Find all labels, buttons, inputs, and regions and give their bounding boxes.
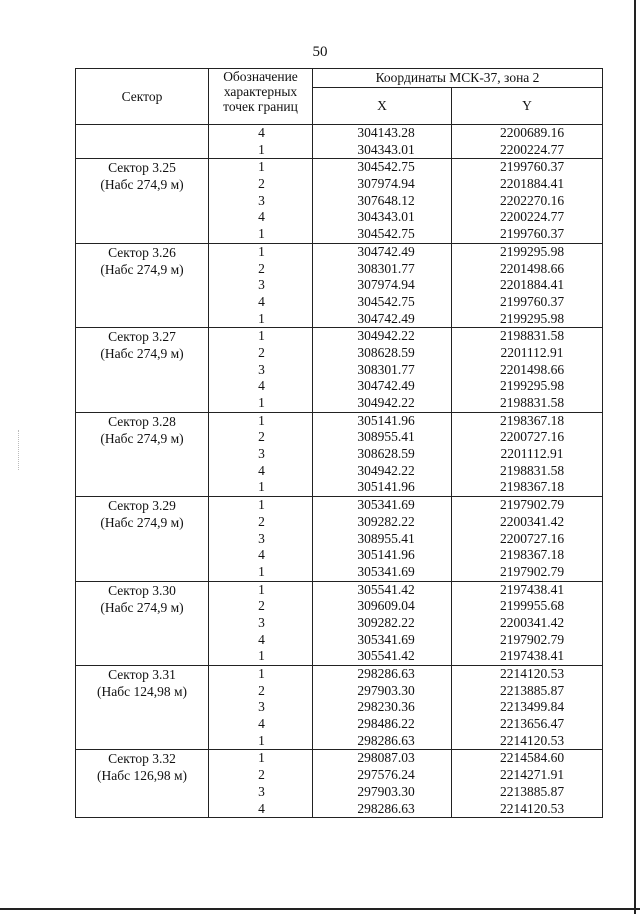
point-number: 3 [258,277,265,293]
y-value: 2199295.98 [499,378,565,394]
header-points [209,69,313,125]
header-coordinates: Координаты МСК-37, зона 2 [313,69,603,88]
y-value: 2199760.37 [499,226,565,242]
y-value-column-cell [452,581,603,665]
x-value: 309282.22 [357,614,415,630]
point-number: 1 [258,666,265,681]
x-value-column-cell [313,125,452,159]
sector-height: (Набс 274,9 м) [100,177,184,193]
x-value: 304542.75 [357,226,415,242]
point-number: 2 [258,513,265,529]
sector-name: Сектор 3.29 [108,498,176,514]
point-number-column-cell [209,581,313,665]
x-value: 309282.22 [357,513,415,529]
header-y: Y [452,88,603,125]
y-value: 2201112.91 [500,344,564,360]
point-number: 2 [258,260,265,276]
x-value: 308628.59 [357,446,415,462]
x-value: 307648.12 [357,192,415,208]
point-number: 1 [258,226,265,242]
sector-group-row [76,497,603,581]
point-number: 1 [258,732,265,748]
y-value: 2199955.68 [499,598,565,614]
x-value-column-cell [313,412,452,496]
y-value: 2200224.77 [499,209,565,225]
page-number: 50 [312,44,328,60]
point-number: 2 [258,767,265,783]
y-value: 2200727.16 [499,530,565,546]
point-number: 4 [258,547,265,563]
x-value: 304742.49 [357,310,415,326]
x-value: 304542.75 [357,159,415,175]
x-value-column-cell [313,666,452,750]
point-number: 1 [258,328,265,344]
y-value: 2198831.58 [499,328,565,344]
x-value: 298286.63 [357,666,415,681]
x-value: 308955.41 [357,530,415,546]
point-number: 3 [258,530,265,546]
sector-group-row [76,159,603,243]
sector-cell [76,412,209,496]
sector-cell [76,750,209,818]
scan-artifact [18,430,20,470]
x-value: 298286.63 [357,800,415,816]
sector-height: (Набс 126,98 м) [96,768,187,784]
x-value: 304942.22 [357,328,415,344]
x-value: 298486.22 [357,716,415,732]
x-value-column-cell [313,497,452,581]
header-x: X [313,88,452,125]
x-value: 298087.03 [357,750,415,766]
point-number: 3 [258,783,265,799]
point-number: 1 [258,243,265,259]
y-value: 2214120.53 [499,666,565,681]
y-value: 2200727.16 [499,429,565,445]
point-number-column-cell [209,666,313,750]
y-value: 2197902.79 [499,563,565,579]
point-number: 4 [258,462,265,478]
header-points-line-3: точек границ [223,99,298,114]
y-value: 2214271.91 [499,767,565,783]
point-number: 1 [258,141,265,157]
header-row-1 [76,69,603,88]
sector-group-row [76,125,603,159]
x-value-column-cell [313,243,452,327]
sector-name: Сектор 3.30 [108,582,176,598]
x-value-column-cell [313,581,452,665]
sector-cell [76,125,209,159]
y-value-column-cell [452,412,603,496]
y-value: 2200224.77 [499,141,565,157]
sector-name: Сектор 3.28 [108,413,176,429]
x-value: 307974.94 [357,176,415,192]
point-number: 4 [258,293,265,309]
sector-name: Сектор 3.32 [108,751,176,767]
x-value: 305141.96 [357,479,415,495]
x-value: 305341.69 [357,563,415,579]
x-value: 304143.28 [357,125,415,140]
coordinates-table [75,68,603,818]
x-value: 304343.01 [357,141,415,157]
y-value: 2213885.87 [499,783,565,799]
x-value: 308955.41 [357,429,415,445]
sector-cell [76,243,209,327]
x-value: 308301.77 [357,260,415,276]
header-points-line-2: характерных [223,84,298,99]
sector-cell [76,328,209,412]
sector-cell [76,581,209,665]
table-body [76,125,603,818]
y-value: 2201498.66 [499,361,565,377]
point-number: 3 [258,699,265,715]
y-value: 2199295.98 [499,243,565,259]
point-number: 1 [258,750,265,766]
x-value: 307974.94 [357,277,415,293]
x-value: 304742.49 [357,378,415,394]
point-number: 1 [258,648,265,664]
sector-name: Сектор 3.26 [108,244,176,260]
sector-height: (Набс 274,9 м) [100,346,184,362]
x-value: 297576.24 [357,767,415,783]
sector-group-row [76,666,603,750]
x-value: 309609.04 [357,598,415,614]
y-value: 2198367.18 [499,547,565,563]
point-number-column-cell [209,159,313,243]
y-value: 2199295.98 [499,310,565,326]
point-number: 3 [258,361,265,377]
y-value: 2201884.41 [499,277,565,293]
point-number: 1 [258,159,265,175]
sector-height: (Набс 274,9 м) [100,261,184,277]
y-value: 2198831.58 [499,462,565,478]
sector-group-row [76,581,603,665]
y-value: 2202270.16 [499,192,565,208]
sector-cell [76,666,209,750]
point-number: 2 [258,429,265,445]
point-number: 1 [258,412,265,428]
x-value: 305141.96 [357,547,415,563]
sector-group-row [76,328,603,412]
x-value: 305341.69 [357,631,415,647]
x-value: 304542.75 [357,293,415,309]
x-value: 308628.59 [357,344,415,360]
sector-name: Сектор 3.31 [108,667,176,682]
point-number: 4 [258,209,265,225]
x-value: 298230.36 [357,699,415,715]
x-value-column-cell [313,750,452,818]
y-value-column-cell [452,666,603,750]
x-value: 305141.96 [357,412,415,428]
x-value-column-cell [313,159,452,243]
point-number-column-cell [209,125,313,159]
y-value-column-cell [452,328,603,412]
sector-height: (Набс 274,9 м) [100,599,184,615]
header-sector: Сектор [76,69,209,125]
x-value: 304742.49 [357,243,415,259]
point-number: 1 [258,497,265,513]
point-number: 1 [258,479,265,495]
point-number: 2 [258,598,265,614]
sector-group-row [76,243,603,327]
point-number: 2 [258,176,265,192]
y-value: 2213656.47 [499,716,565,732]
point-number-column-cell [209,497,313,581]
point-number: 2 [258,344,265,360]
sector-name: Сектор 3.27 [108,329,176,345]
y-value: 2199760.37 [499,293,565,309]
point-number: 3 [258,192,265,208]
x-value: 304343.01 [357,209,415,225]
x-value: 304942.22 [357,395,415,410]
point-number-column-cell [209,328,313,412]
sector-group-row [76,412,603,496]
y-value: 2197438.41 [499,648,565,664]
y-value: 2213499.84 [499,699,565,715]
sector-cell [76,497,209,581]
y-value: 2200689.16 [499,125,565,140]
y-value: 2201884.41 [499,176,565,192]
x-value: 297903.30 [357,682,415,698]
y-value: 2214584.60 [499,750,565,766]
y-value: 2200341.42 [499,614,565,630]
sector-height: (Набс 274,9 м) [100,515,184,531]
point-number: 1 [258,310,265,326]
sector-height: (Набс 274,9 м) [100,430,184,446]
y-value-column-cell [452,750,603,818]
y-value: 2201498.66 [499,260,565,276]
sector-group-row [76,750,603,818]
sector-name: Сектор 3.25 [108,160,176,176]
point-number: 3 [258,614,265,630]
scan-edge-bottom [0,908,640,910]
y-value-column-cell [452,125,603,159]
x-value: 305541.42 [357,648,415,664]
y-value: 2198367.18 [499,479,565,495]
x-value: 297903.30 [357,783,415,799]
point-number: 2 [258,682,265,698]
point-number: 4 [258,631,265,647]
x-value: 304942.22 [357,462,415,478]
x-value-column-cell [313,328,452,412]
sector-height: (Набс 124,98 м) [96,684,187,699]
x-value: 305341.69 [357,497,415,513]
y-value: 2213885.87 [499,682,565,698]
y-value: 2199760.37 [499,159,565,175]
y-value: 2200341.42 [499,513,565,529]
point-number: 4 [258,716,265,732]
point-number: 1 [258,563,265,579]
point-number: 4 [258,125,265,140]
y-value: 2214120.53 [499,732,565,748]
y-value: 2198831.58 [499,395,565,410]
y-value: 2197902.79 [499,497,565,513]
y-value: 2214120.53 [499,800,565,816]
y-value-column-cell [452,497,603,581]
point-number-column-cell [209,412,313,496]
point-number-column-cell [209,750,313,818]
scan-edge-right [634,0,636,914]
y-value: 2201112.91 [500,446,564,462]
y-value: 2197902.79 [499,631,565,647]
header-points-line-1: Обозначение [223,69,298,84]
x-value: 305541.42 [357,581,415,597]
sector-cell [76,159,209,243]
y-value: 2197438.41 [499,581,565,597]
y-value: 2198367.18 [499,412,565,428]
point-number: 4 [258,378,265,394]
y-value-column-cell [452,159,603,243]
y-value-column-cell [452,243,603,327]
point-number-column-cell [209,243,313,327]
point-number: 4 [258,800,265,816]
point-number: 1 [258,581,265,597]
x-value: 308301.77 [357,361,415,377]
point-number: 3 [258,446,265,462]
point-number: 1 [258,395,265,410]
x-value: 298286.63 [357,732,415,748]
